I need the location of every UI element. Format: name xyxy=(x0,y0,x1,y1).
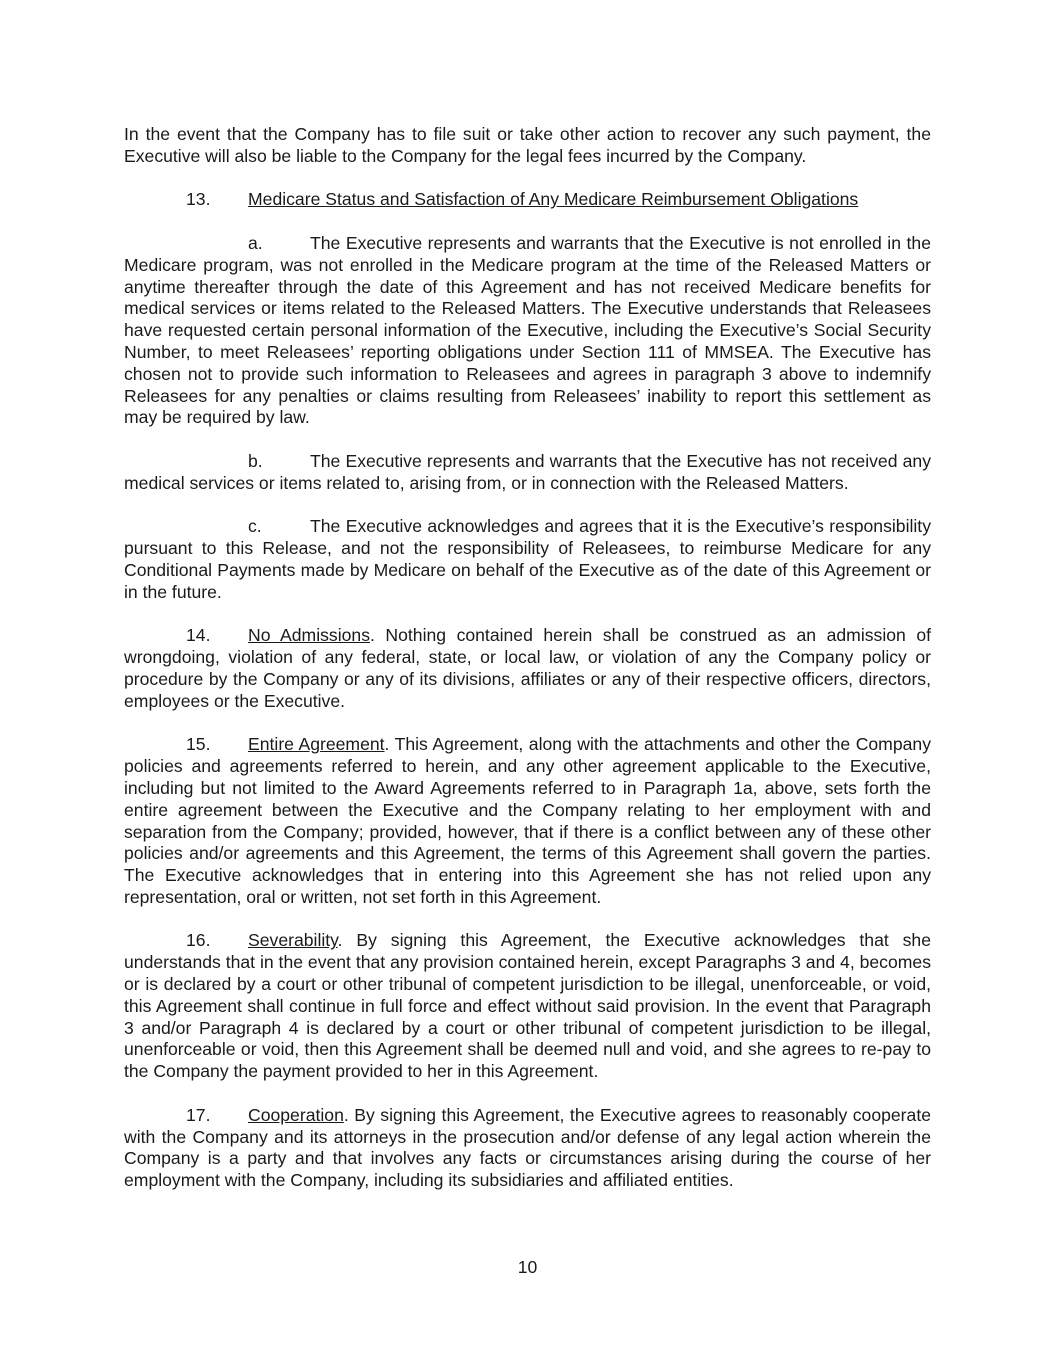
section-13b-label: b. xyxy=(248,450,263,471)
section-16-paragraph xyxy=(124,930,931,1083)
section-13-title: Medicare Status and Satisfaction of Any Medicare Reimbursement Obligations xyxy=(248,189,859,210)
section-13a-label: a. xyxy=(248,232,263,253)
section-17-text: . By signing this Agreement, the Executive agrees to reasonably cooperate with the Company and its attorneys in the prosecution and/or defense of any legal action wherein the Company is a party and that involves any facts or circumstances arising during the course of her employment with the Company, including its subsidiaries and affiliated entities. xyxy=(124,1104,931,1191)
section-17-title: Cooperation xyxy=(248,1104,344,1125)
section-17-paragraph xyxy=(124,1105,931,1192)
section-13-number: 13. xyxy=(186,189,211,210)
section-14-text: . Nothing contained herein shall be construed as an admission of wrongdoing, violation of any federal, state, or local law, or violation of any the Company policy or procedure by the Company or any of its divisions, affiliates or any of their respective officers, directors, employees or the Executive. xyxy=(124,625,931,711)
section-14-title: No Admissions xyxy=(248,625,370,646)
section-14-paragraph xyxy=(124,625,931,712)
section-14-number: 14. xyxy=(186,625,211,646)
document-page xyxy=(124,124,931,1214)
section-16-number: 16. xyxy=(186,930,211,951)
section-15-title: Entire Agreement xyxy=(248,734,385,755)
section-17-number: 17. xyxy=(186,1104,211,1125)
section-13b-text: The Executive represents and warrants that the Executive has not received any medical services or items related to, arising from, or in connection with the Released Matters. xyxy=(124,450,931,493)
section-13b-paragraph xyxy=(124,451,931,495)
section-13c-label: c. xyxy=(248,516,262,537)
section-15-paragraph xyxy=(124,734,931,908)
section-13a-text: The Executive represents and warrants that the Executive is not enrolled in the Medicare program, was not enrolled in the Medicare program at the time of the Released Matters or anytime thereafter through the date of this Agreement and has not received Medicare benefits for medical services or items related to the Released Matters. The Executive understands that Releasees have requested certain personal information of the Executive, including the Executive’s Social Security Number, to meet Releasees’ reporting obligations under Section 111 of MMSEA. The Executive has chosen not to provide such information to Releasees and agrees in paragraph 3 above to indemnify Releasees for any penalties or claims resulting from Releasees’ inability to report this settlement as may be required by law. xyxy=(124,232,931,428)
section-13c-text: The Executive acknowledges and agrees that it is the Executive’s responsibility pursuant to this Release, and not the responsibility of Releasees, to reimburse Medicare for any Conditional Payments made by Medicare on behalf of the Executive as of the date of this Agreement or in the future. xyxy=(124,516,931,602)
section-15-number: 15. xyxy=(186,734,211,755)
section-13-heading xyxy=(124,189,931,211)
section-13c-paragraph xyxy=(124,516,931,603)
page-number: 10 xyxy=(517,1257,538,1277)
section-15-text: . This Agreement, along with the attachments and other the Company policies and agreements referred to herein, and any other agreement applicable to the Executive, including but not limited to the Award Agreements referred to in Paragraph 1a, above, sets forth the entire agreement between the Executive and the Company relating to her employment with and separation from the Company; provided, however, that if there is a conflict between any of these other policies and/or agreements and this Agreement, the terms of this Agreement shall govern the parties. The Executive acknowledges that in entering into this Agreement she has not relied upon any representation, oral or written, not set forth in this Agreement. xyxy=(124,734,931,907)
section-13a-paragraph xyxy=(124,233,931,429)
section-16-text: . By signing this Agreement, the Executive acknowledges that she understands that in the event that any provision contained herein, except Paragraphs 3 and 4, becomes or is declared by a court or other tribunal of competent jurisdiction to be illegal, unenforceable, or void, this Agreement shall continue in full force and effect without said provision. In the event that Paragraph 3 and/or Paragraph 4 is declared by a court or other tribunal of competent jurisdiction to be illegal, unenforceable or void, then this Agreement shall be deemed null and void, and she agrees to re-pay to the Company the payment provided to her in this Agreement. xyxy=(124,930,931,1082)
continuation-paragraph: In the event that the Company has to file suit or take other action to recover any such payment, the Executive will also be liable to the Company for the legal fees incurred by the Company. xyxy=(124,124,931,166)
section-16-title: Severability xyxy=(248,930,338,951)
